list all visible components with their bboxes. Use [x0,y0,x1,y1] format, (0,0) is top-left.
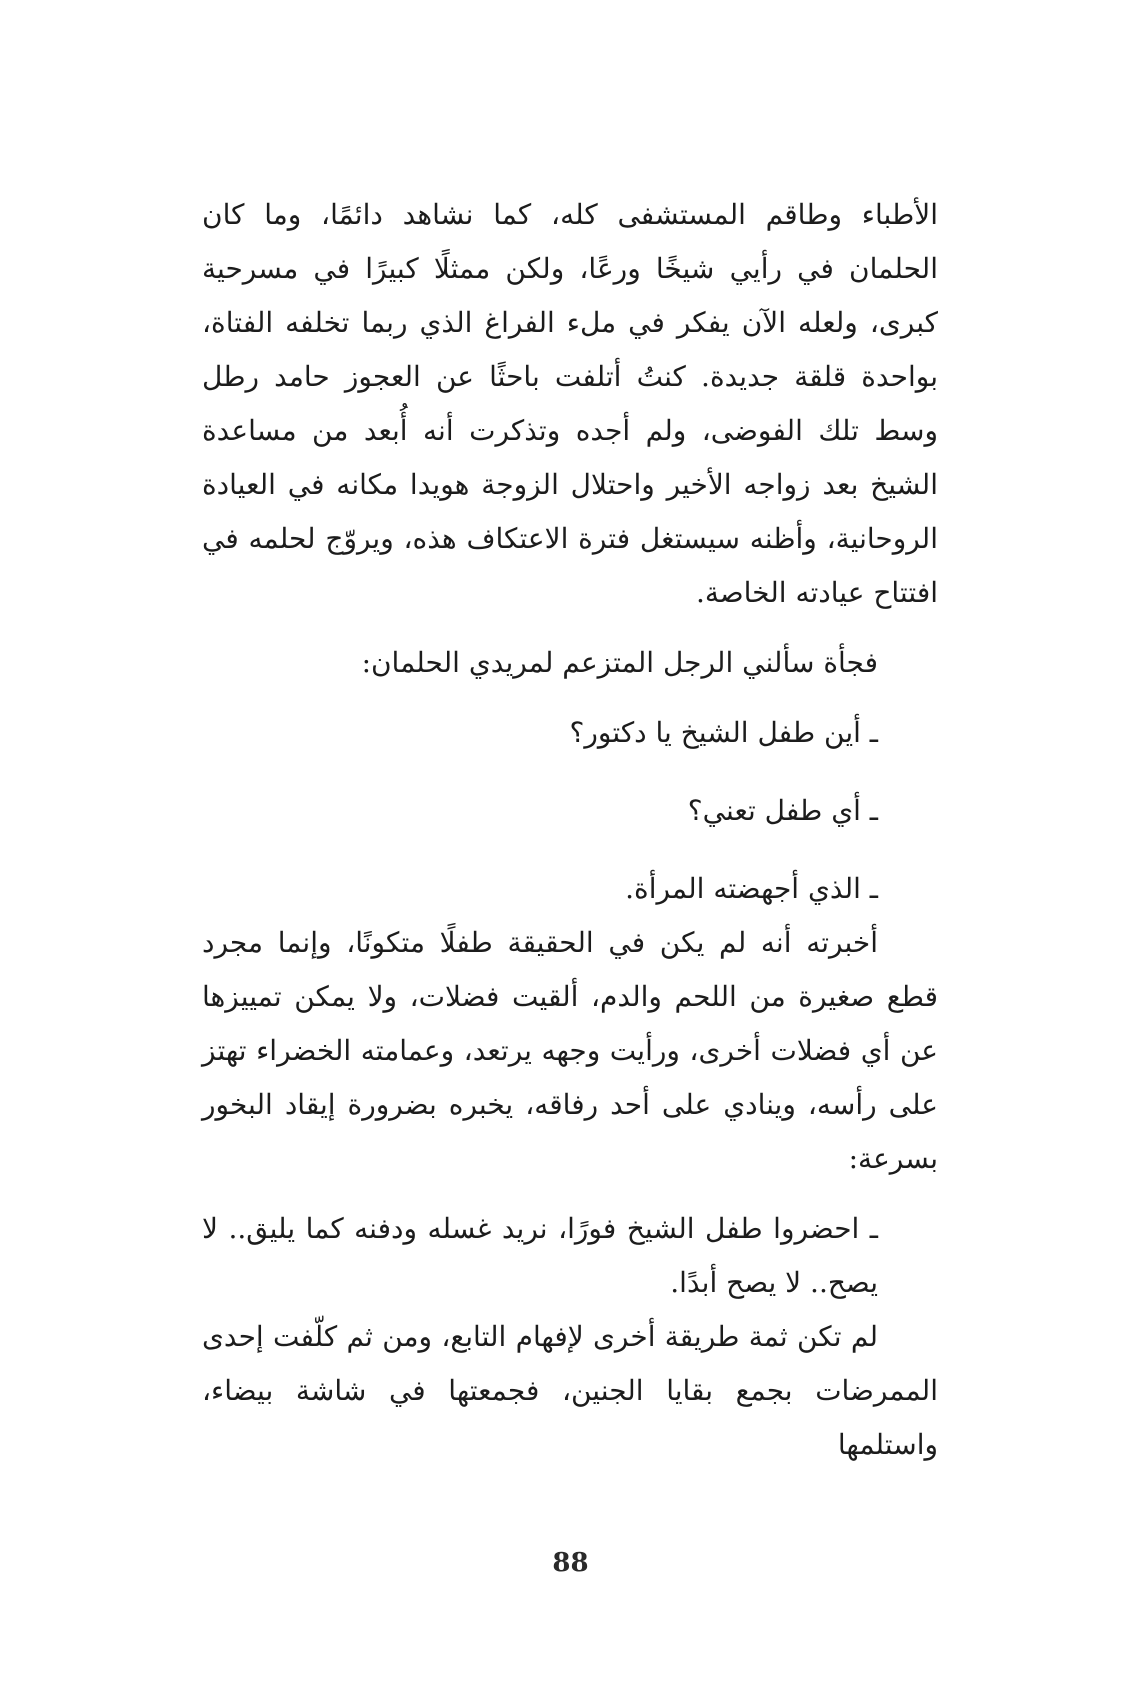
page-number: 88 [552,1548,589,1578]
paragraph-2: فجأة سألني الرجل المتزعم لمريدي الحلمان: [361,646,878,679]
dialog-line-2: ـ أي طفل تعني؟ [687,794,878,827]
page-body-text [202,188,938,1472]
paragraph-4: لم تكن ثمة طريقة أخرى لإفهام التابع، ومن ثم كلّفت إحدى الممرضات بجمع بقايا الجنين، فجمعتها في شاشة بيضاء، واستلمها [202,1320,938,1461]
dialog-line-1: ـ أين طفل الشيخ يا دكتور؟ [569,716,878,749]
paragraph-1: الأطباء وطاقم المستشفى كله، كما نشاهد دائمًا، وما كان الحلمان في رأيي شيخًا ورعًا، ولكن ممثلًا كبيرًا في مسرحية كبرى، ولعله الآن يفكر في ملء الفراغ الذي ربما تخلفه الفتاة، بواحدة قلقة جديدة. كنتُ أتلفت باحثًا عن العجوز حامد رطل وسط تلك الفوضى، ولم أجده وتذكرت أنه أُبعد من مساعدة الشيخ بعد زواجه الأخير واحتلال الزوجة هويدا مكانه في العيادة الروحانية، وأظنه سيستغل فترة الاعتكاف هذه، ويروّج لحلمه في افتتاح عيادته الخاصة. [202,198,939,609]
paragraph-3: أخبرته أنه لم يكن في الحقيقة طفلًا متكونًا، وإنما مجرد قطع صغيرة من اللحم والدم، ألقيت فضلات، ولا يمكن تمييزها عن أي فضلات أخرى، ورأيت وجهه يرتعد، وعمامته الخضراء تهتز على رأسه، وينادي على أحد رفاقه، يخبره بضرورة إيقاد البخور بسرعة: [202,926,938,1175]
dialog-line-3: ـ الذي أجهضته المرأة. [625,872,878,905]
dialog-line-4: ـ احضروا طفل الشيخ فورًا، نريد غسله ودفنه كما يليق.. لا يصح.. لا يصح أبدًا. [202,1212,878,1299]
